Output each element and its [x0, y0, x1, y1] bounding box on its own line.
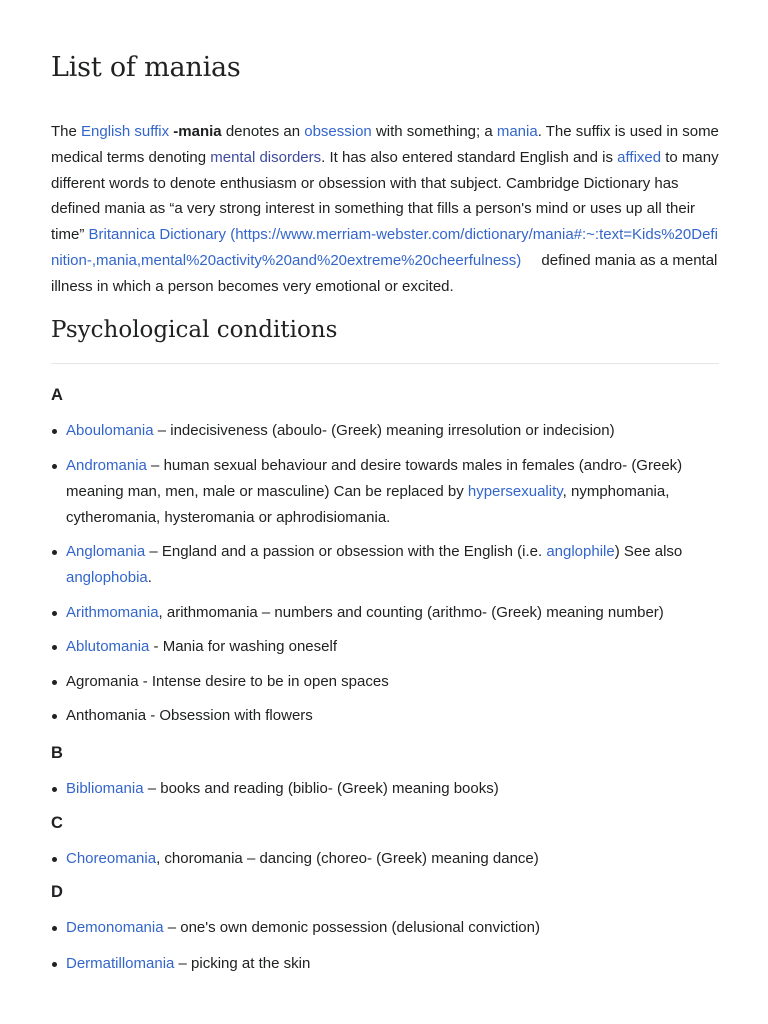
link-andromania[interactable]: Andromania	[66, 456, 147, 474]
intro-paragraph	[51, 119, 719, 300]
intro-text: . The suffix is used in some medical terms denoting	[51, 123, 719, 166]
item-text: , arithmomania – numbers and counting (arithmo- (Greek) meaning number)	[158, 603, 664, 621]
section-divider	[51, 363, 719, 364]
item-text: – one's own demonic possession (delusional conviction)	[163, 919, 540, 936]
list-item	[51, 539, 719, 591]
item-text: .	[147, 569, 152, 586]
link-mental-disorders[interactable]: mental disorders	[210, 148, 322, 166]
link-affixed[interactable]: affixed	[617, 148, 662, 166]
intro-text: . It has also entered standard English and is	[321, 148, 618, 166]
list-item	[51, 453, 719, 531]
link-ablutomania[interactable]: Ablutomania	[66, 638, 150, 655]
item-text: - Mania for washing oneself	[149, 638, 337, 655]
section-heading: Psychological conditions	[51, 317, 338, 343]
page-title: List of manias	[51, 52, 241, 83]
item-text: – picking at the skin	[174, 955, 311, 972]
item-text: – England and a passion or obsession with the English (i.e.	[145, 543, 547, 560]
list-item	[51, 846, 719, 872]
list-c	[51, 846, 719, 872]
bold-term: -mania	[173, 123, 222, 140]
intro-text: The	[51, 123, 82, 140]
list-item	[51, 669, 719, 695]
link-obsession[interactable]: obsession	[304, 123, 372, 140]
letter-heading-b: B	[51, 744, 63, 762]
link-choreomania[interactable]: Choreomania	[66, 850, 157, 867]
item-text: Anthomania - Obsession with flowers	[66, 707, 313, 724]
list-item	[51, 951, 719, 977]
link-britannica-dictionary[interactable]: Britannica Dictionary (https://www.merriam-webster.com/dictionary/mania#:~:text=Kids%20Definition-,mania,mental%20activity%20and%20extreme%20cheerfulness)	[51, 226, 718, 269]
link-aboulomania[interactable]: Aboulomania	[66, 422, 154, 439]
item-text: , nymphomania, cytheromania, hysteromania or aphrodisiomania.	[66, 482, 670, 526]
letter-heading-c: C	[51, 814, 63, 832]
list-item	[51, 703, 719, 729]
list-d	[51, 915, 719, 977]
list-item	[51, 600, 719, 626]
link-anglophobia[interactable]: anglophobia	[66, 569, 148, 586]
list-item	[51, 418, 719, 444]
item-text: Agromania - Intense desire to be in open spaces	[66, 672, 389, 690]
link-bibliomania[interactable]: Bibliomania	[66, 780, 144, 797]
intro-text: to many different words to denote enthusiasm or obsession with that subject. Cambridge Dictionary has defined mania as “a very strong interest in something that fills a person's mind or uses up all their time”	[51, 148, 719, 244]
link-hypersexuality[interactable]: hypersexuality	[467, 482, 563, 500]
letter-heading-d: D	[51, 883, 63, 901]
link-mania[interactable]: mania	[496, 123, 538, 140]
link-demonomania[interactable]: Demonomania	[66, 919, 164, 936]
list-a	[51, 418, 719, 729]
list-item	[51, 634, 719, 660]
intro-text: with something; a	[371, 123, 497, 140]
link-arithmomania[interactable]: Arithmomania	[66, 603, 159, 621]
item-text: , choromania – dancing (choreo- (Greek) meaning dance)	[156, 850, 539, 867]
item-text: – indecisiveness (aboulo- (Greek) meaning irresolution or indecision)	[153, 422, 615, 439]
item-text: ) See also	[614, 543, 683, 560]
link-english-suffix[interactable]: English suffix	[81, 123, 170, 140]
link-dermatillomania[interactable]: Dermatillomania	[66, 955, 175, 972]
list-b	[51, 776, 719, 802]
link-anglomania[interactable]: Anglomania	[66, 543, 146, 560]
link-anglophile[interactable]: anglophile	[546, 543, 615, 560]
item-text: – books and reading (biblio- (Greek) meaning books)	[143, 780, 499, 797]
list-item	[51, 776, 719, 802]
item-text: – human sexual behaviour and desire towards males in females (andro- (Greek) meaning man, men, male or masculine) Can be replaced by	[66, 456, 683, 500]
intro-text: denotes an	[221, 123, 305, 140]
list-item	[51, 915, 719, 941]
letter-heading-a: A	[51, 386, 63, 404]
intro-text: defined mania as a mental illness in which a person becomes very emotional or excited.	[51, 251, 718, 295]
